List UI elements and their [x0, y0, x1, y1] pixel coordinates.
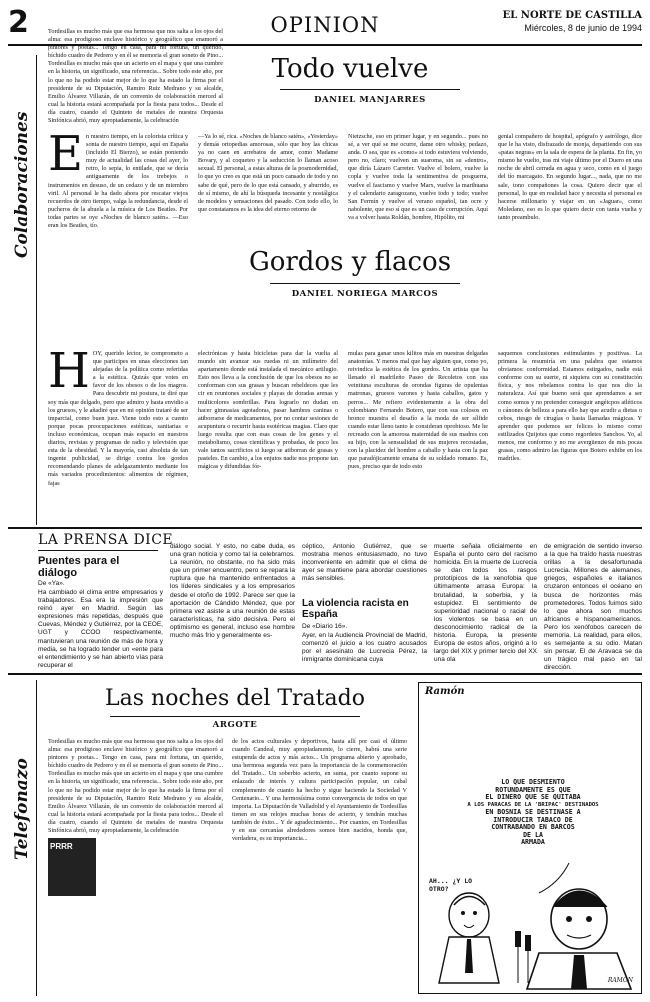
telefonazo-sidebar-rule — [36, 680, 37, 996]
article-text: OY, querido lector, te comprometo a que participes en unas elecciones tan alejadas de la política como referidas a la estética. Quizás que votes en favor de los obesos o de los magros. Para descubrir mi postura, te diré que soy más que delgado, pero que admiro y hasta envidio a los gruesos, y le añadiré que en mi opinión trataré de ser imparcial, como buen juez. Viene todo esto a cuento porque pocas preocupaciones estéticas, sanitarias e incluso económicas, ocupan más espacio en nuestros diarios, revistas y programas de radio y televisión que esta de la obesidad. Y la mayoría, casi absoluta de tan ingente publicidad, se dirige contra los gordos recomendando planes de adelgazamiento mediante los más variados procedimientos: alimentos de régimen, fajas — [48, 350, 188, 487]
cartoon-line: DE LA — [523, 830, 543, 839]
section-label-la-prensa-dice: LA PRENSA DICE — [38, 532, 174, 548]
article-text: genial compañero de hospital, apógrafo y astrólogo, dice que le ha visto, disfrazado de monja, departiendo con sus «patas negras» en la sala de espera de la planta. En fin, yo mismo he vuelto, tras mi viaje último por el Duero en una noche de abril cerrada en agua y seco, como en el juego del tío marcagato. En segundo lugar..., nada, que no me sale, tono compañones la cosa. Quiero decir que el personal, lo que en realidad hace y necesita el personal es hacerse millonario y viajar en un «Jaguar», como Moledano, eso es lo que quiero decir con tanta vuelta y tanto preambulo. — [498, 133, 642, 221]
cartoon-signature: RAMÓN — [607, 977, 633, 984]
cartoon-frame — [418, 682, 642, 994]
cartoon-line: EN BOSNIA SE DESTINASE A — [485, 808, 581, 816]
todo-vuelve-column-4 — [498, 133, 642, 373]
article-text: de emigración de sentido inverso a la que ha traído hasta nuestras orillas a la desafortunada Lucrecia. Millones de alemanes, griegos, españoles e italianos cruzaron entonces el océano en busca de horizontes más prometedores. Todos fuimos sido lo que ahora son muchos africanos e hispanoamericanos. Pero los xenófobos carecen de memoria. La realidad, para ellos, es semejante a su odio. Matan sin pensar. El de Aravaca se da un trágico mal paso en tal dirección. — [544, 543, 642, 672]
prensa-item1-title: Puentes para el diálogo — [38, 555, 120, 579]
prensa-item1-source: De «Ya». — [38, 580, 65, 587]
article-text: Nietzsche, eso en primer lugar, y en segundo... pues no sé, a ver qué se me ocurre, dame otro whisky, pedazo, anda. O sea, que es «como» si todo estuviera volviendo, pero no, claro; vuelven un suaroma, sin su «dentro», que diría Lázaro Carreter. Vuelve el bolero, vuelve la copla y vuelve toda la sentimentiva de posguerra, vuelve el fascismo y vuelve Marx, vuelve la marihuana y el calendario zaragozano, vuelve todo y todo; vuelve San Fermín y vuelve el verano español, tan ocre y nabolente, que eso sí que es un caso de corrupción. Aquí va a volver hasta Roldán, hombre, Hipólito, mi — [348, 133, 488, 221]
article-text: Tordesillas es mucho más que esa hermosa que nos salta a los ojos del alma: esa prodigioso enclave histórico y geográfico que enamoró a pintores y poetas... Tengo en casa, para mi fortuna, un querido, bíchido cuadro de Pedrero y en él se memoria el gran soneto de Pino... Tordesillas es mucho más que un acierto en el mapa y que una cumbre en la historia, un significado, una referencia... Sobre todo este año, por lo que no ha podido estar mejor de lo que ha estado la firma por el presidente de su Diputación, Ramiro Ruiz Medrano y su alcalde, Emilio Álvarez Villazán, de un convenio de colaboración merced al cual la historia estará acompañada por la fiesta para todos... Desde el día cuatro, cuando el Quinteto de metales de nuestra Orquesta Sinfónica abrió, muy apropiadamente, la celebración — [48, 738, 223, 835]
tratado-rule — [110, 716, 360, 717]
todo-vuelve-column-1 — [48, 126, 188, 373]
byline-todo-vuelve: DANIEL MANJARRES — [314, 95, 426, 105]
issue-date: Miércoles, 8 de junio de 1994 — [524, 23, 642, 33]
cartoon-line: A LOS PARACAS DE LA 'BRIPAC' DESTINADOS — [467, 801, 599, 808]
cartoon-line: ROTUNDAMENTE ES QUE — [495, 785, 571, 794]
article-text: Tordesillas es mucho más que esa hermosa que nos salta a los ojos del alma: esa prodigioso enclave histórico y geográfico que enamoró a pintores y poetas... Tengo en casa, para mi fortuna, un querido, bíchido cuadro de Pedrero y en él se memoria el gran soneto de Pino... Tordesillas es mucho más que un acierto en el mapa y que una cumbre en la historia, un significado, una referencia... Sobre todo este año, por lo que no ha podido estar mejor de lo que ha estado la firma por el presidente de su Diputación, Ramiro Ruiz Medrano y su alcalde, Emilio Álvarez Villazán, de un convenio de colaboración merced al cual la historia estará acompañada por la fiesta para todos... Desde el día cuatro, cuando el Quinteto de metales de nuestra Orquesta Sinfónica abrió, muy apropiadamente, la celebración — [48, 28, 223, 125]
prensa-item2-text — [302, 632, 427, 669]
portrait-photo-label: PRRR — [50, 842, 73, 851]
article-text: electrónicas y hasta bicicletas para dar la vuelta al mundo sin avanzar sus ruedas ni un milímetro del apartamento donde está instalada el mecánico artilugio. Esto nos lleva a la conclusión de que los obesos no se conforman con sus grasas y buscan rebeldeces que les cir en reuniones sociales y playas de doradas arenas y multicolores sombrillas. Para lograrlo no dudan en hacer gimnasias agotadoras, pasar hambres caninas o atiborrarse de medicamentos, por no contar sesiones de acupuntura o recurrir hasta esotéricas magias. Claro que luego resulta que con esas cosas de los genes y el metabolismo, cosas científicas y probadas, de poco les vale tantos sacrificios si luego se atiborran de grasas y pasteles. En cambio, a los enjutos nadie nos propone tan mágicas y difundidas fór- — [198, 350, 338, 471]
todo-vuelve-rule — [280, 89, 460, 90]
cartoon-line: CONTRABANDO EN BARCOS — [491, 823, 575, 831]
article-text: muerte señala oficialmente en España el punto cero del racismo homicida. En la muerte de Lucrecia se dan todos los rasgos prototípicos de la xenofobia que últimamente arrasa Europa: la brutalidad, la soberbia, y la estupidez. El sentimiento de superioridad nacional o racial de los violentos se basa en un desconocimiento radical de la historia. Europa, la presente Europa de estos años, originó a lo largo del XIX y primer tercio del XX una ola — [434, 543, 537, 664]
byline-gordos-flacos: DANIEL NORIEGA MARCOS — [291, 289, 439, 299]
gordos-column-2 — [198, 350, 338, 520]
prensa-item2-title: La violencia racista en España — [302, 598, 409, 620]
tratado-column-1-top — [48, 738, 223, 837]
prensa-top-rule — [8, 527, 642, 529]
prensa-label-rule — [38, 550, 158, 551]
article-text: —Ya lo sé, rica. «Noches de blanco satén», «Yesterday» y demás ortopedias amorosas, sólo que hoy las chicas ya no caen en arrebatos de amor, como Madame Bovary, y al coqueteo y la seducción lo llaman acoso sexual. El personal, a estas alturas de la posmodernidad, lo que yo creo es que está un poco cansado de todo y no sabe de qué, pero de lo que está cansado, y aburrido, es de sí mismo, de ahí la búsqueda incesante y nostálgica de modelos y sensaciones del pasado. Con todo ello, lo que constatamos es la idea del eterno retorno de — [198, 133, 338, 213]
dropcap: H — [48, 343, 90, 399]
prensa-bottom-rule — [8, 673, 642, 675]
article-text: diálogo social. Y esto, no cabe duda, es una gran noticia y como tal la celebramos. La reunión, no obstante, no ha sido más que un primer encuentro, pero se repara la ruptura que ha mantenido enfrentados a los líderes sindicales y a los empresarios desde el otoño de 1992. Parece ser que la aportación de Cándido Méndez, que por primera vez asiste a una reunión de estas características, ha sido decisiva. Pero el optimismo es general, incluso ese hombre mucho más frío y generalmente es- — [170, 543, 295, 640]
section-title: OPINION — [270, 13, 380, 37]
dropcap: E — [48, 126, 84, 182]
gordos-column-3 — [348, 350, 488, 520]
byline-tratado: ARGOTE — [212, 720, 258, 730]
gordos-column-1 — [48, 343, 188, 520]
article-text: saquemos conclusiones estimulantes y positivas. La primera la resumiría en una palabra que estamos obviamos: conformidad. Estamos estirgados, nadie está conforme con su suerte, ni siquiera con su constitución física, y nos rebelamos contra lo que nos dio la naturaleza. Así que bueno será que aprendamos a ser como somos y no pretender conseguir angéicpos atléticos o cánones de belleza a para ello hay que acudir a dietas o cebos, riesgo de cirugías o hasta llamadas mágicas. Y aprender que podemos ser felices lo mismo como estilizados Quijotes que como regordetes Sanchos. Yo, al menos, me conformo y no me avergüenzo de mis pocas grasas, como admiro las figuras que Botero exhibe en los madriles. — [498, 350, 642, 463]
headline-todo-vuelve: Todo vuelve — [271, 54, 429, 84]
prensa-column-2 — [170, 543, 295, 669]
tratado-column-2 — [232, 738, 407, 988]
cartoon-line: LO QUE DESMIENTO — [501, 778, 565, 786]
prensa-column-4 — [434, 543, 537, 669]
headline-las-noches-del-tratado: Las noches del Tratado — [105, 686, 365, 711]
colaboraciones-sidebar-rule — [36, 55, 37, 525]
section-label-colaboraciones: Colaboraciones — [12, 111, 32, 258]
article-text: céptico, Antonio Gutiérrez, que se mostraba menos entusiasmado, no tuvo inconveniente en admitir que el clima de ayer se mantiene para abordar cuestiones más sensibles. — [302, 543, 427, 583]
prensa-item2-source: De «Diario 16». — [302, 623, 348, 630]
article-text: n nuestro tiempo, en la colorista crítica y sonta de nuestro tiempo, aquí en España (incluido El Bierzo), se están poniendo muy de actualidad las cosas del ayer, lo retro, lo sepia, lo entilade, que se decía antiguamente de los trebejos o instrumentos en desuso, de un cedazo y de un miembro viril. Al personal le ha dado ahora por rescatar viejos recuerdos de otro tiempo, valga la redundancia, desde el pucheros de la abuela a la música de Los Beatles. Por todas partes se oye «Noches de blanco satén». —Eso eran los Beatles, tío. — [48, 133, 188, 230]
cartoon-line: EL DINERO QUE SE QUITABA — [485, 793, 581, 801]
article-text: Ha cambiado el clima entre empresarios y trabajadores. Esa era la impresión que reinó ayer en Madrid. Según las expresiones más repetidas, después que Cuevas, Méndez y Gutiérrez, por la CEOE, UGT y CCOO respectivamente, mantuvieran una reunión de más de hora y media, se ha logrado tender un «ente para el entendimiento y se han abierto vías para recuperar el — [38, 589, 163, 669]
gordos-rule — [270, 283, 460, 284]
article-text: Ayer, en la Audiencia Provincial de Madrid, comenzó el juicio a los cuatro acusados por el asesinato de Lucrecia Pérez, la inmigrante dominicana cuya — [302, 632, 427, 664]
article-text: de los actos culturales y deportivos, hasta allí por casi el último cuando Candeal, muy apropiadamente, lo cierre, habrá una serie estupenda de actos y más actos... Un programa abierto y aprobado, una hermosa segunda vez para la importancia de la conmemoración del Tratado... Un soberbio acierto, en suma, por cuanto supone su enlazado de interés y cultura participación popular, un cabal complemento de cuanto ha hecho y sigue haciendo la Sociedad V Centenario... Y una hermosísima como convergencia de todos en que importa. La Diputación de Valladolid y el Ayuntamiento de Tordesillas tienen en sus relojes muchas horas de acierto, y tendrán muchas también de éxito... Y de agradecimiento... Por cuantos, en Tordesillas y en sus cercanías alrededores somos bien nacidos, honda que, verdadera, es su importancia... — [232, 738, 407, 843]
section-label-telefonazo: Telefonazo — [12, 758, 32, 860]
cartoon-title: Ramón — [425, 686, 465, 697]
cartoon-line: INTRODUCIR TABACO DE — [493, 815, 573, 824]
headline-gordos-flacos: Gordos y flacos — [248, 247, 452, 277]
page-number: 2 — [8, 5, 29, 40]
newspaper-name: EL NORTE DE CASTILLA — [502, 10, 642, 21]
prensa-column-1 — [38, 589, 163, 669]
gordos-column-4 — [498, 350, 642, 520]
prensa-column-5 — [544, 543, 642, 672]
cartoon-speech: AH... ¿Y LO OTRO? — [429, 877, 473, 893]
cartoon-drawing — [419, 683, 641, 993]
prensa-column-3 — [302, 543, 427, 593]
article-text: mulas para ganar unos kilitos más en nuestras delgadas anatomías. Y menos mal que hay alguien que, como yo, reivindica la estética de los gordos. Un artista que ha llenado el madrileño Paseo de Recoletos con sus veintiuna esculturas de orondas figuras de opulentas matronas, gruesos varones y hasta caballos, gatos y perros... Me refiero evidentemente a la obra del colombiano Fernando Botero, que con sus colosos en bronce muestra el desafío a la moda de ser sílfide cuando estar lleno tanto le consideran oprobioso. Me he recreado con la amorosa maternidad de sus madres con su hijo, con la sensualidad de sus mujeres recostadas, con la placidez del hombre a caballo y hasta con la paz que paradójicamente emana de su soldado romano. Es, pues, preciso que de todo esto — [348, 350, 488, 471]
cartoon-line: ARMADA — [521, 838, 545, 846]
